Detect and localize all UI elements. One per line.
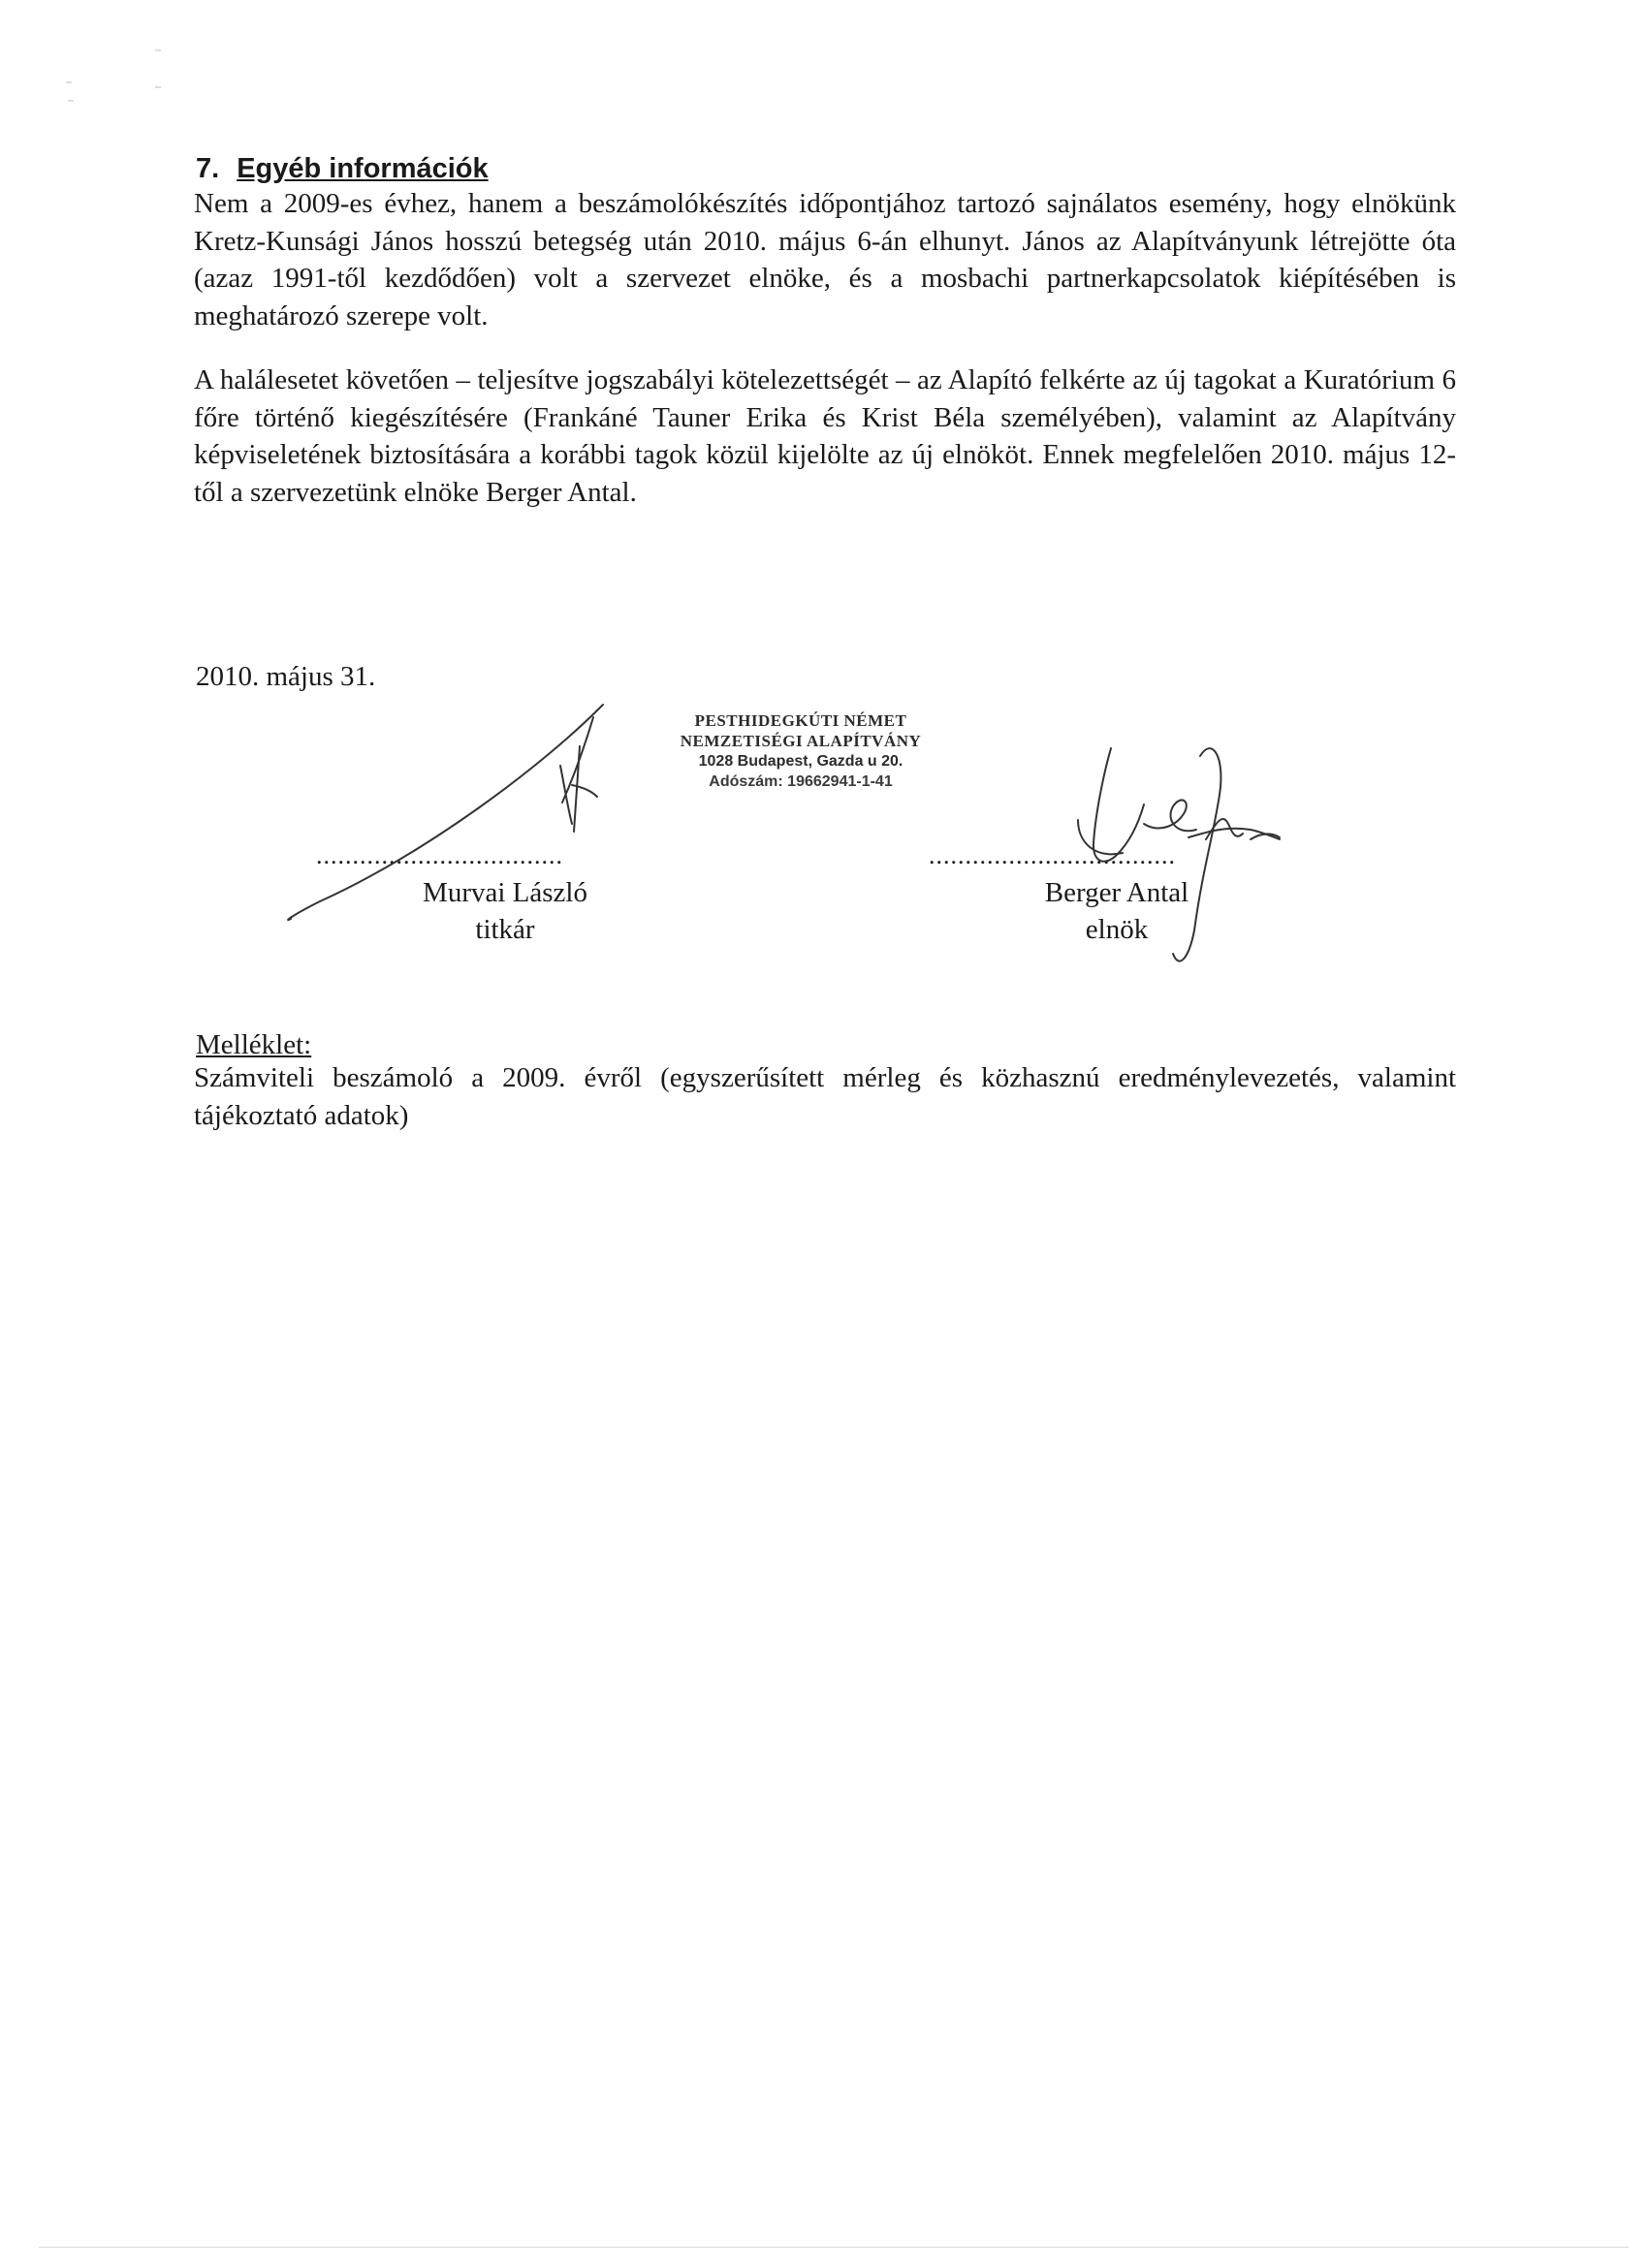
- stamp-line-4: Adószám: 19662941-1-41: [709, 773, 893, 790]
- signature-secretary: [288, 705, 603, 920]
- stamp-line-1: PESTHIDEGKÚTI NÉMET: [694, 711, 907, 730]
- handwritten-signatures: [0, 0, 1648, 1066]
- paragraph-2: A halálesetet követően – teljesítve jogszabályi kötelezettségét – az Alapító felkérte az új tagokat a Kuratórium 6 főre történő kiegészítésére (Frankáné Tauner Erika és Krist Béla személyében), valamint az Alapítvány képviseletének biztosítására a korábbi tagok közül kijelölte az új elnököt. Ennek megfelelően 2010. május 12-től a szervezetünk elnöke Berger Antal.: [194, 364, 1456, 508]
- document-date: 2010. május 31.: [196, 661, 376, 692]
- paragraph-1: Nem a 2009-es évhez, hanem a beszámolókészítés időpontjához tartozó sajnálatos esemény, hogy elnökünk Kretz-Kunsági János hosszú betegség után 2010. május 6-án elhunyt. János az Alapítványunk létrejötte óta (azaz 1991-től kezdődően) volt a szervezet elnöke, és a mosbachi partnerkapcsolatok kiépítésében is meghatározó szerepe volt.: [194, 188, 1456, 331]
- signer-name: Murvai László: [423, 877, 587, 908]
- signer-role: elnök: [1085, 914, 1149, 945]
- signature-line-left: ..................................: [316, 841, 563, 869]
- stamp-line-2: NEMZETISÉGI ALAPÍTVÁNY: [680, 732, 922, 750]
- signature-president: [1078, 748, 1280, 961]
- attachment-label: Melléklet:: [196, 1029, 312, 1060]
- section-number: 7.: [196, 153, 220, 184]
- signer-role: titkár: [475, 914, 535, 945]
- section-title: Egyéb információk: [237, 153, 489, 184]
- scan-bottom-edge: [39, 2247, 1629, 2248]
- stamp-line-3: 1028 Budapest, Gazda u 20.: [698, 753, 903, 770]
- signature-line-right: ..................................: [929, 841, 1176, 869]
- attachment-text: Számviteli beszámoló a 2009. évről (egyszerűsített mérleg és közhasznú eredménylevezetés, valamint tájékoztató adatok): [194, 1062, 1456, 1131]
- signer-name: Berger Antal: [1044, 877, 1189, 908]
